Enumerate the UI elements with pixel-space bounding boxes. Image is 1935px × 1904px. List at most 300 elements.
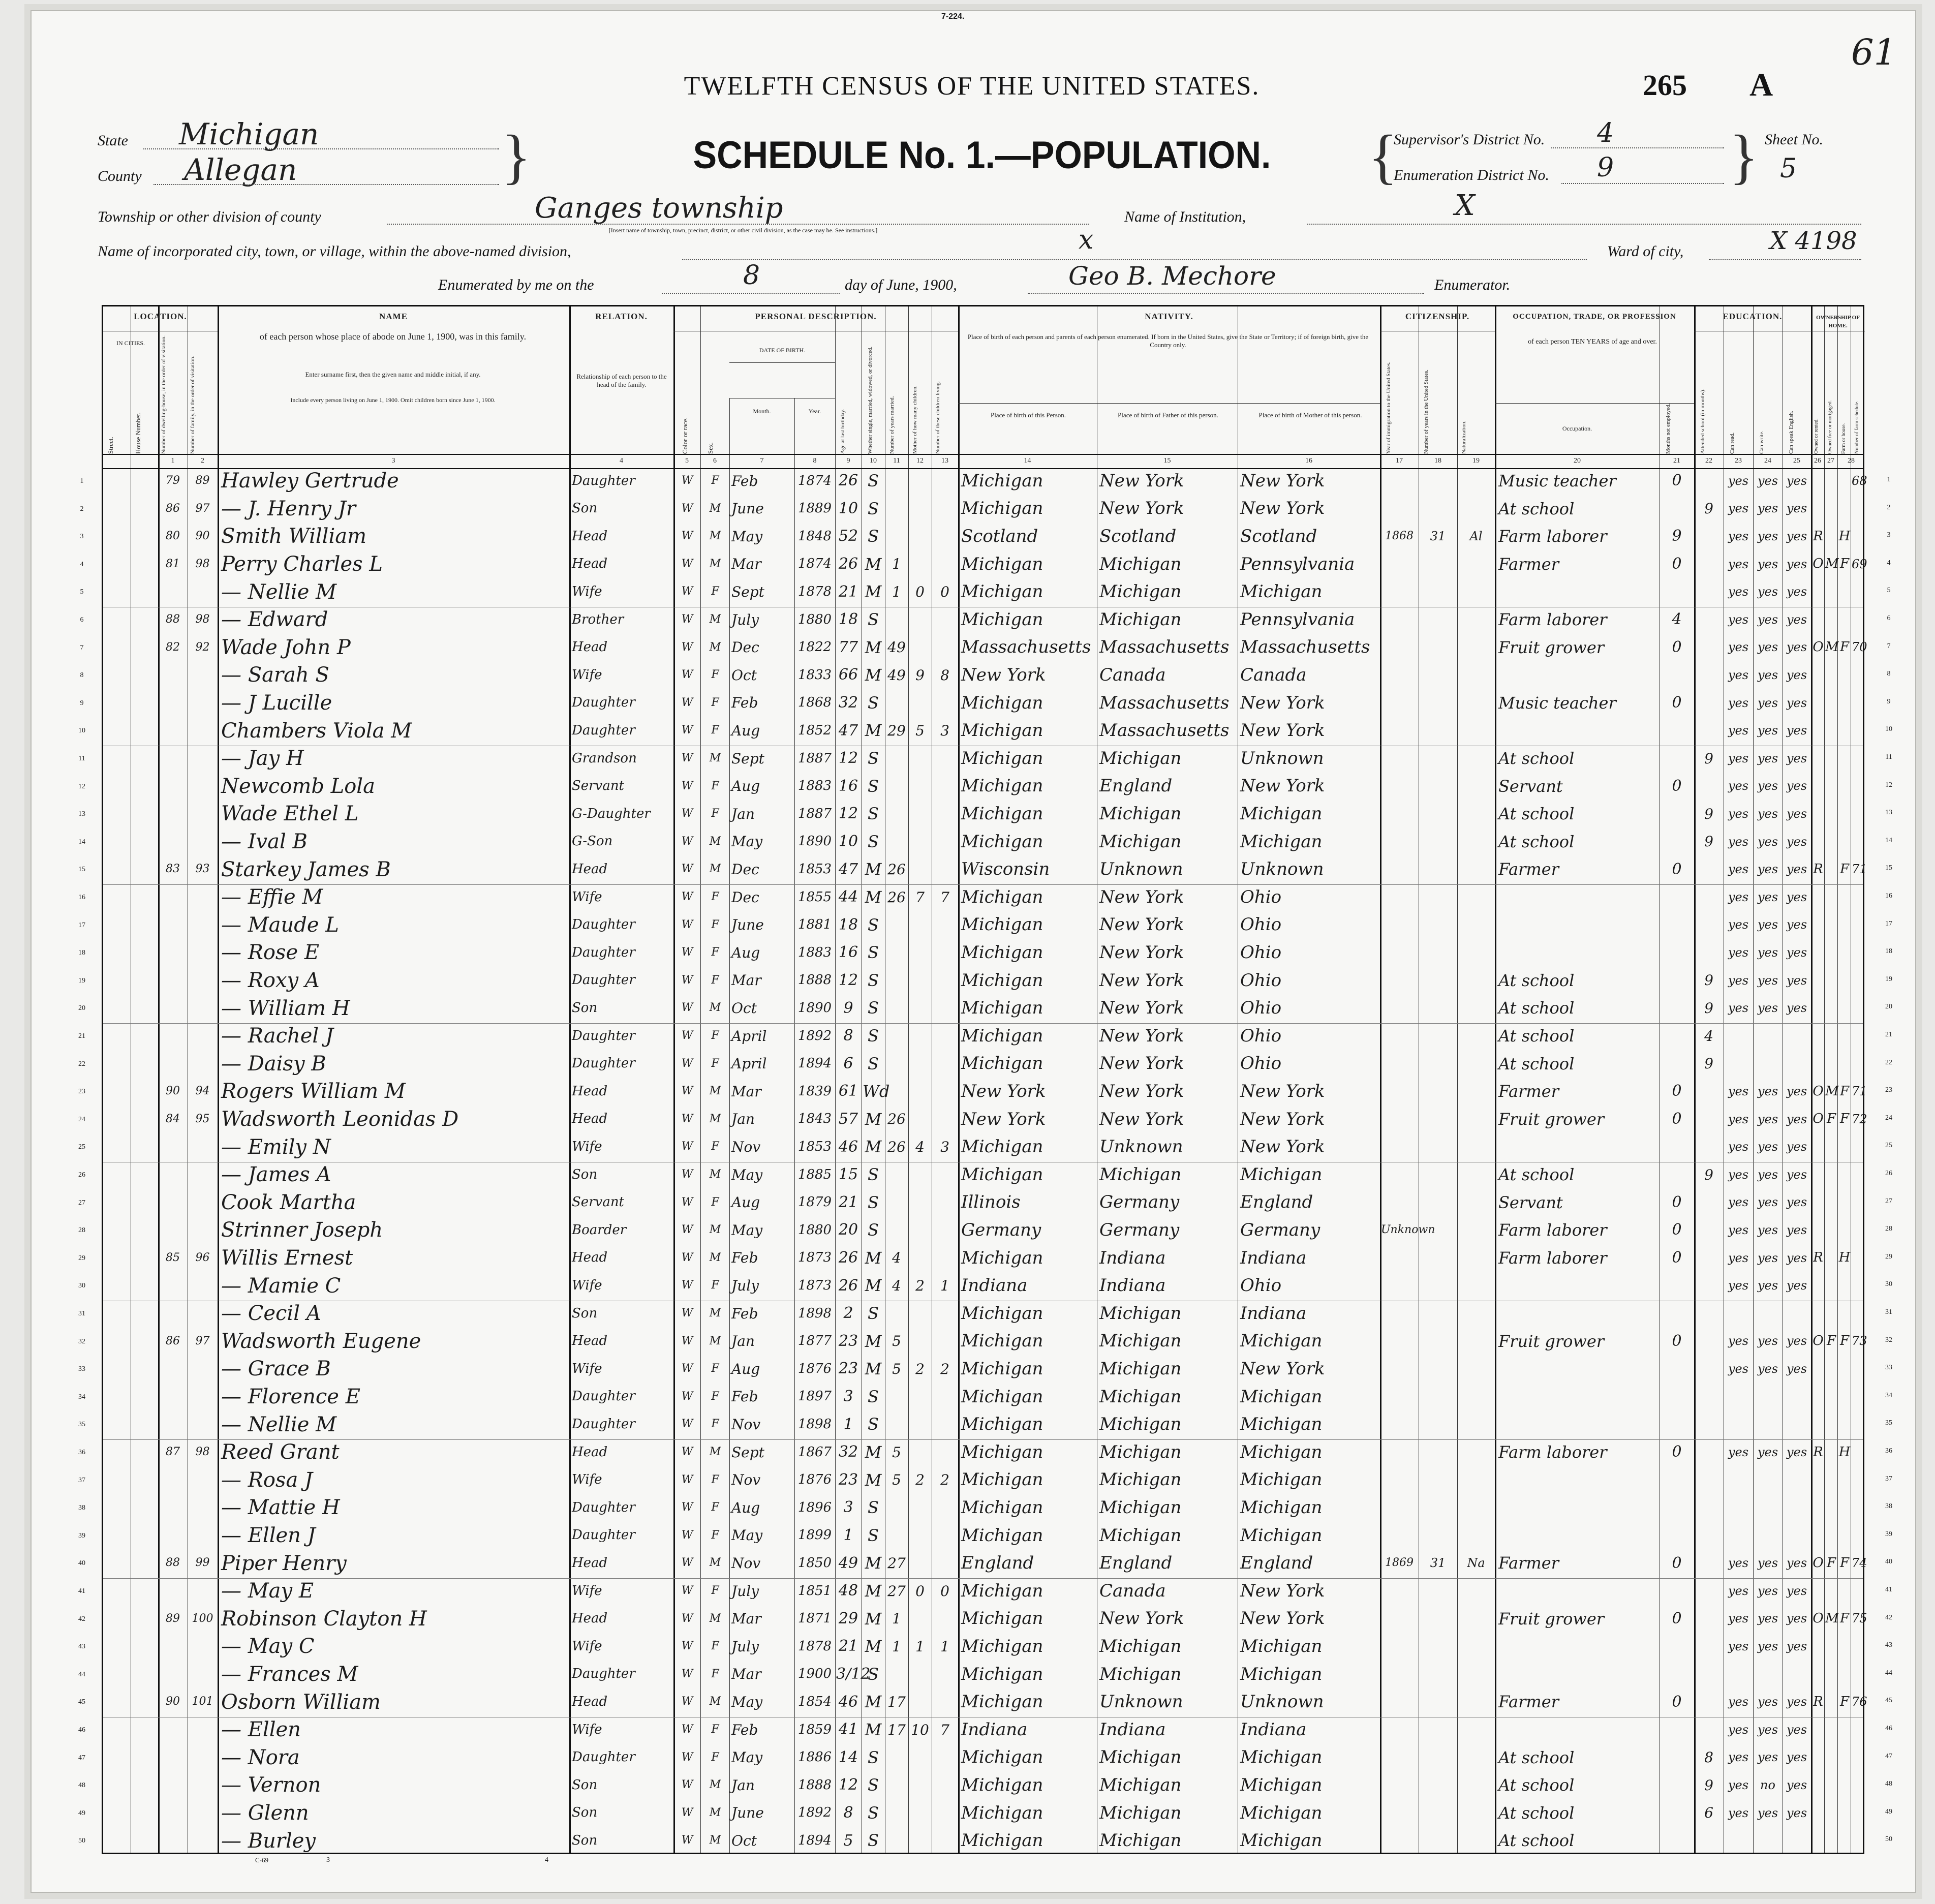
cell-en: yes	[1786, 751, 1807, 765]
cell-year: 1874	[797, 556, 832, 572]
cell-age: 47	[838, 721, 858, 740]
cell-cl: 3	[940, 1138, 949, 1155]
cell-en: yes	[1786, 779, 1807, 793]
supervisor-label: Supervisor's District No.	[1394, 131, 1545, 148]
cell-rel: Daughter	[572, 1499, 635, 1515]
cell-fh: F	[1839, 1333, 1850, 1349]
cell-occ: Fruit grower	[1498, 1109, 1605, 1129]
table-row	[78, 1107, 1867, 1134]
cell-fh: H	[1838, 528, 1851, 544]
cell-age: 47	[838, 860, 858, 878]
cell-month: May	[731, 528, 763, 545]
cell-dw: 88	[166, 613, 180, 626]
cell-cl: 2	[940, 1471, 949, 1489]
cell-fpob: New York	[1099, 1053, 1184, 1074]
cell-mpob: Unknown	[1240, 748, 1324, 769]
cell-own: R	[1813, 1250, 1823, 1266]
table-row	[78, 774, 1865, 802]
cell-rel: Wife	[572, 1278, 602, 1294]
hdr-free-mortgaged: Owned free or mortgaged.	[1827, 400, 1833, 454]
cell-fpob: Massachusetts	[1099, 720, 1230, 741]
cell-mpob: Michigan	[1240, 1497, 1323, 1518]
cell-sex: F	[711, 1390, 719, 1403]
hdr-farm-schedule: Number of farm schedule.	[1854, 401, 1860, 454]
cell-fam: 94	[195, 1085, 210, 1098]
column-number: 13	[941, 457, 948, 465]
cell-month: Aug	[731, 1360, 760, 1377]
cell-month: Nov	[731, 1471, 761, 1489]
cell-ym: 4	[892, 1277, 901, 1294]
cell-month: Aug	[731, 1194, 760, 1211]
cell-rd: yes	[1728, 1001, 1749, 1016]
cell-color: W	[681, 1195, 693, 1209]
cell-en: yes	[1786, 945, 1807, 960]
cell-year: 1850	[797, 1555, 832, 1571]
cell-month: June	[731, 500, 764, 517]
cell-color: W	[681, 1667, 693, 1680]
cell-name: Smith William	[221, 525, 367, 548]
hdr-occupation-desc: of each person TEN YEARS of age and over.	[1528, 338, 1657, 346]
cell-fpob: Unknown	[1099, 859, 1183, 880]
cell-ym: 5	[892, 1444, 901, 1461]
cell-age: 3	[843, 1498, 853, 1517]
cell-rd: yes	[1728, 889, 1749, 904]
cell-fpob: Michigan	[1099, 1775, 1182, 1796]
table-row	[80, 635, 1867, 663]
cell-color: W	[681, 1112, 693, 1125]
hdr-name: NAME	[379, 312, 408, 321]
cell-fpob: Germany	[1099, 1220, 1180, 1241]
cell-ym: 17	[887, 1721, 906, 1738]
hdr-nativity-desc: Place of birth of each person and parents of each person enumerated. If born in the United States, give the State or Territory; if of foreign birth, give the Country only.	[967, 333, 1369, 349]
cell-pob: Michigan	[961, 1025, 1043, 1046]
cell-sex: F	[711, 1584, 719, 1598]
cell-pob: Michigan	[961, 1469, 1043, 1490]
cell-color: W	[681, 1584, 693, 1598]
cell-color: W	[681, 863, 693, 876]
cell-en: yes	[1786, 473, 1807, 488]
cell-fpob: Indiana	[1099, 1275, 1166, 1296]
cell-color: W	[681, 1501, 693, 1514]
cell-wr: yes	[1757, 779, 1778, 793]
cell-color: W	[681, 807, 693, 820]
hdr-citizenship: CITIZENSHIP.	[1405, 312, 1470, 321]
cell-en: yes	[1786, 1195, 1807, 1210]
cell-wr: yes	[1757, 1223, 1778, 1238]
column-number: 23	[1735, 457, 1742, 465]
cell-yus: 31	[1430, 529, 1446, 544]
table-row	[78, 995, 1865, 1023]
cell-wr: yes	[1757, 862, 1778, 877]
cell-rd: yes	[1728, 779, 1749, 793]
cell-pob: Massachusetts	[961, 637, 1091, 658]
cell-age: 12	[838, 749, 858, 767]
footer-colnum-3: 3	[326, 1856, 330, 1864]
table-row	[78, 1495, 1865, 1523]
cell-wr: yes	[1757, 945, 1778, 960]
cell-mpob: Michigan	[1240, 1414, 1323, 1435]
cell-mpob: Massachusetts	[1240, 637, 1370, 658]
cell-month: Dec	[731, 888, 759, 906]
cell-rel: Son	[572, 1777, 598, 1793]
cell-month: Oct	[731, 999, 757, 1017]
row-number-right: 50	[1885, 1835, 1892, 1844]
cell-sex: M	[709, 1251, 721, 1264]
cell-mpob: England	[1240, 1192, 1313, 1213]
cell-year: 1887	[797, 806, 832, 821]
cell-wr: yes	[1757, 751, 1778, 765]
cell-en: yes	[1786, 807, 1807, 821]
census-table	[78, 305, 1867, 1854]
row-number-right: 21	[1885, 1031, 1892, 1038]
row-number: 31	[78, 1310, 85, 1317]
hdr-occupation-col: Occupation.	[1562, 425, 1592, 432]
cell-rd: yes	[1728, 917, 1749, 932]
cell-name: Strinner Joseph	[221, 1218, 383, 1242]
cell-fs: 74	[1852, 1556, 1867, 1571]
cell-rd: yes	[1728, 1334, 1749, 1348]
cell-ms: M	[865, 1553, 882, 1573]
cell-wr: yes	[1757, 807, 1778, 821]
cell-fpob: Massachusetts	[1099, 637, 1230, 658]
cell-ms: S	[868, 915, 879, 935]
cell-color: W	[681, 1334, 693, 1347]
cell-pob: Michigan	[961, 554, 1043, 574]
cell-age: 44	[838, 888, 858, 906]
cell-own: O	[1813, 639, 1824, 655]
table-row	[78, 1634, 1865, 1662]
cell-wr: yes	[1757, 1140, 1778, 1154]
footer-mark: C-69	[255, 1856, 268, 1864]
column-number: 6	[713, 457, 717, 465]
row-number-right: 44	[1885, 1669, 1892, 1677]
cell-fpob: New York	[1099, 970, 1184, 991]
cell-wr: yes	[1757, 834, 1778, 849]
row-number-right: 42	[1885, 1613, 1892, 1621]
cell-rd: yes	[1728, 473, 1749, 488]
cell-wr: yes	[1757, 1722, 1778, 1737]
cell-rel: Head	[572, 862, 608, 877]
cell-dw: 79	[166, 474, 180, 487]
cell-fam: 98	[195, 613, 210, 626]
cell-fpob: Canada	[1099, 1580, 1166, 1601]
table-row	[78, 1689, 1867, 1717]
cell-month: Nov	[731, 1416, 761, 1433]
cell-en: yes	[1786, 1334, 1807, 1348]
cell-wr: yes	[1757, 1195, 1778, 1210]
cell-fpob: Michigan	[1099, 581, 1182, 602]
cell-fs: 69	[1852, 557, 1867, 571]
hdr-education: EDUCATION.	[1723, 312, 1783, 321]
cell-wr: yes	[1757, 973, 1778, 988]
column-number: 18	[1434, 457, 1441, 465]
cell-ms: S	[868, 527, 879, 546]
cell-rel: Wife	[572, 1583, 602, 1599]
cell-year: 1877	[797, 1333, 832, 1349]
cell-ms: S	[868, 970, 879, 990]
cell-name: Piper Henry	[221, 1551, 347, 1575]
cell-color: W	[681, 1168, 693, 1181]
cell-year: 1839	[797, 1083, 832, 1099]
cell-month: May	[731, 1527, 763, 1544]
cell-fam: 99	[195, 1556, 210, 1570]
table-row	[78, 1245, 1865, 1273]
cell-mpob: Michigan	[1240, 1747, 1323, 1768]
cell-ms: S	[868, 1803, 879, 1823]
row-number: 14	[78, 838, 85, 846]
cell-pob: Michigan	[961, 581, 1043, 602]
table-row	[78, 1772, 1865, 1800]
row-number-right: 31	[1885, 1308, 1892, 1316]
cell-mpob: Michigan	[1240, 1802, 1323, 1823]
cell-fam: 97	[195, 1334, 210, 1347]
cell-rd: yes	[1728, 1250, 1749, 1265]
cell-wr: yes	[1757, 723, 1778, 738]
city-value: x	[1079, 225, 1094, 255]
cell-wr: yes	[1757, 1750, 1778, 1765]
cell-color: W	[681, 1279, 693, 1292]
row-number-right: 18	[1885, 947, 1892, 956]
cell-name: Willis Ernest	[221, 1246, 353, 1270]
cell-color: W	[681, 1085, 693, 1098]
cell-mpob: Unknown	[1240, 859, 1324, 880]
cell-name: — Rosa J	[221, 1468, 313, 1492]
row-number-right: 24	[1885, 1114, 1892, 1122]
cell-mc: 4	[915, 1138, 925, 1155]
hdr-marital: Whether single, married, widowed, or divorced.	[867, 346, 873, 454]
township-value: Ganges township	[535, 192, 783, 225]
cell-en: yes	[1786, 1167, 1807, 1182]
cell-fm: M	[1825, 556, 1839, 572]
cell-month: June	[731, 916, 764, 934]
cell-sex: F	[711, 1723, 719, 1736]
column-number: 20	[1574, 457, 1581, 465]
cell-en: yes	[1786, 1611, 1807, 1626]
cell-age: 2	[843, 1304, 853, 1323]
cell-name: — Nellie M	[221, 1412, 337, 1436]
cell-rel: Daughter	[572, 1666, 635, 1682]
hdr-can-read: Can read.	[1729, 432, 1735, 454]
column-number: 1	[171, 457, 175, 465]
cell-pob: Michigan	[961, 1525, 1043, 1546]
cell-color: W	[681, 918, 693, 931]
cell-rel: Daughter	[572, 723, 635, 739]
cell-rd: yes	[1728, 1778, 1749, 1793]
table-row	[78, 829, 1865, 857]
row-number-right: 45	[1885, 1697, 1892, 1705]
hdr-months-not-employed: Months not employed.	[1665, 403, 1671, 454]
cell-own: O	[1813, 1111, 1824, 1127]
cell-sex: F	[711, 1640, 719, 1653]
cell-name: — Effie M	[221, 885, 323, 909]
table-row	[78, 746, 1865, 774]
cell-occ: Servant	[1498, 776, 1563, 796]
cell-age: 1	[843, 1415, 853, 1433]
cell-ms: M	[865, 1609, 882, 1629]
cell-occ: At school	[1498, 804, 1575, 824]
cell-wr: yes	[1757, 889, 1778, 904]
cell-sex: M	[709, 1806, 721, 1819]
cell-name: Newcomb Lola	[221, 774, 375, 798]
row-number: 25	[78, 1143, 85, 1151]
table-row	[78, 1217, 1865, 1245]
enumeration-value: 9	[1597, 152, 1614, 183]
row-number: 13	[78, 810, 85, 818]
cell-sex: M	[709, 613, 721, 626]
cell-mpob: Ohio	[1240, 1275, 1282, 1296]
cell-year: 1822	[797, 639, 832, 655]
cell-sex: F	[711, 1140, 719, 1153]
cell-mne: 0	[1672, 777, 1682, 795]
cell-wr: yes	[1757, 473, 1778, 488]
cell-dw: 88	[166, 1556, 180, 1570]
cell-rel: Son	[572, 1805, 598, 1821]
township-note: [Insert name of township, town, precinct, district, or other civil division, as the case may be. See instructions.]	[608, 227, 878, 234]
cell-rd: yes	[1728, 1722, 1749, 1737]
cell-fpob: Michigan	[1099, 1636, 1182, 1657]
cell-year: 1892	[797, 1805, 832, 1821]
cell-fpob: Indiana	[1099, 1719, 1166, 1740]
cell-fpob: Massachusetts	[1099, 692, 1230, 713]
census-sheet: 7-224. TWELFTH CENSUS OF THE UNITED STATES. SCHEDULE No. 1.—POPULATION. 265 A 61 State Michigan County Allegan } { Supervisor's District No. 4 Enumeration District No. 9 } Sheet No. 5 Township or other division of county Ganges township [Insert name of township, town, precinct, district, or other civil division, as the case may be. See instructions.] Name of Institution, X Name of incorporated city, town, or village, within the above-named division, x Ward of city, X 4198 Enumerated by me on the 8 day of June, 1900, Geo B. Mechore Enumerator. LOCATION. IN CITIES. NAME of each person whose place of abode on June 1, 1900, was in this family. Enter surname first, then the given name and middle initial, if any. Include every person living on June 1, 1900. Omit children born since June 1, 1900. RELATION. Relationship of each person to the head of the family. PERSONAL DESCRIPTION. DATE OF BIRTH. Month. Year. NATIVITY. Place of birth of each person and parents of each person enumerated. If born in the United States, give the State or Territory; if of foreign birth, give the Country only. Place of birth of this Person. Place of birth of Father of this person. Place of birth of Mother of this person. CITIZENSHIP. OCCUPATION, TRADE, OR PROFESSION of each person TEN YEARS of age and over. Occupation. EDUCATION. OWNERSHIP OF HOME. Street. House Number. Number of dwelling-house, in the order of visitation. Number of family, in the order of visitation. Color or race. Sex. Age at last birthday. Whether single, married, widowed, or divorced. Number of years married. Mother of how many children. Number of these children living. Year of immigration to the United States. Number of years in the United States. Naturalization. Months not employed. Attended school (in months). Can read. Can write. Can speak English. Owned or rented. Owned free or mortgaged. Farm or house. Number of farm schedule. 1 2 3 4 5 6 7 8 9 10 11 12 13 14 15 16 17 18 19 20 21 22 23 24 25 26 27 28 1 79 89 Hawley Gertrude Daughter W F Feb 1874 26 S Michigan New York New York Music teacher 0 yes yes yes 68 2 86 97 — J. Henry Jr Son W M June 1889 10 S Michigan New York New York At school 9 yes yes yes 3 80 90 Smith William Head W M May 1848 52 S Scotland Scotland Scotland 1868 31 Al Farm laborer 9 yes yes yes R H 4 81 98 Perry Charles L Head W M Mar 1874 26 M 1 Michigan Michigan Pennsylvania Farmer 0 yes yes yes O M F 69 5 — Nellie M Wife W F Sept 1878 21 M 1 0 0 Michigan Michigan Michigan yes yes yes 6 88 98 — Edward Brother W M July 1880 18 S Michigan Michigan Pennsylvania Farm laborer 4 yes yes yes 7 82 92 Wade John P Head W M Dec 1822 77 M 49 Massachusetts Massachusetts Massachusetts Fruit grower 0 yes yes yes O M F 70 8 — Sarah S Wife W F Oct 1833 66 M 49 9 8 New York Canada Canada yes yes yes 9 — J Lucille Daughter W F Feb 1868 32 S Michigan Massachusetts New York Music teacher 0 yes yes yes 10 Chambers Viola M Daughter W F Aug 1852 47 M 29 5 3 Michigan Massachusetts New York yes yes yes 11 — Jay H Grandson W M Sept 1887 12 S Michigan Michigan Unknown At school 9 yes yes yes 12 Newcomb Lola Servant W F Aug 1883 16 S Michigan England New York Servant 0 yes yes yes 13 Wade Ethel L G-Daughter W F Jan 1887 12 S Michigan Michigan Michigan At school 9 yes yes yes 14 — Ival B G-Son W M May 1890 10 S Michigan Michigan Michigan At school 9 yes yes yes 15 83 93 Starkey James B Head W M Dec 1853 47 M 26 Wisconsin Unknown Unknown Farmer 0 yes yes yes R F 71 16 — Effie M Wife W F Dec 1855 44 M 26 7 7 Michigan New York Ohio yes yes yes 17 — Maude L Daughter W F June 1881 18 S Michigan New York Ohio yes yes yes 18 — Rose E Daughter W F Aug 1883 16 S Michigan New York Ohio yes yes yes 19 — Roxy A Daughter W F Mar 1888 12 S Michigan New York Ohio At school 9 yes yes yes 20 — William H Son W M Oct 1890 9 S Michigan New York Ohio At school 9 yes yes yes 21 — Rachel J Daughter W F April 1892 8 S Michigan New York Ohio At school 4 22 — Daisy B Daughter W F April 1894 6 S Michigan New York Ohio At school 9 23 90 94 Rogers William M Head W M Mar 1839 61 Wd New York New York New York Farmer 0 yes yes yes O M F 71 24 84 95 Wadsworth Leonidas D Head W M Jan 1843 57 M 26 New York New York New York Fruit grower 0 yes yes yes O F F 72 25 — Emily N Wife W F Nov 1853 46 M 26 4 3 Michigan Unknown New York yes yes yes 26 — James A Son W M May 1885 15 S Michigan Michigan Michigan At school 9 yes yes yes 27 Cook Martha Servant W F Aug 1879 21 S Illinois Germany England Servant 0 yes yes yes 28 Strinner Joseph Boarder W M May 1880 20 S Germany Germany Germany Unknown Farm laborer 0 yes yes yes 29 85 96 Willis Ernest Head W M Feb 1873 26 M 4 Michigan Indiana Indiana Farm laborer 0 yes yes yes R H 30 — Mamie C Wife W F July 1873 26 M 4 2 1 Indiana Indiana Ohio yes yes yes 31 — Cecil A Son W M Feb 1898 2 S Michigan Michigan Indiana 32 86 97 Wadsworth Eugene Head W M Jan 1877 23 M 5 Michigan Michigan Michigan Fruit grower 0 yes yes yes O F F 73 33 — Grace B Wife W F Aug 1876 23 M 5 2 2 Michigan Michigan New York yes yes yes 34 — Florence E Daughter W F Feb 1897 3 S Michigan Michigan Michigan 35 — Nellie M Daughter W F Nov 1898 1 S Michigan Michigan Michigan 36 87 98 Reed Grant Head W M Sept 1867 32 M 5 Michigan Michigan Michigan Farm laborer 0 yes yes yes R H 37 — Rosa J Wife W F Nov 1876 23 M 5 2 2 Michigan Michigan Michigan 38 — Mattie H Daughter W F Aug 1896 3 S Michigan Michigan Michigan 39 — Ellen J Daughter W F May 1899 1 S Michigan Michigan Michigan 40 88 99 Piper Henry Head W M Nov 1850 49 M 27 England England England 1869 31 Na Farmer 0 yes yes yes O F F 74 41 — May E Wife W F July 1851 48 M 27 0 0 Michigan Canada New York yes yes yes 42 89 100 Robinson Clayton H Head W M Mar 1871 29 M 1 Michigan New York New York Fruit grower 0 yes yes yes O M F 75 43 — May C Wife W F July 1878 21 M 1 1 1 Michigan Michigan Michigan yes yes yes 44 — Frances M Daughter W F Mar 1900 3/12 S Michigan Michigan Michigan 45 90 101 Osborn William Head W M May 1854 46 M 17 Michigan Unknown Unknown Farmer 0 yes yes yes R F 76 46 — Ellen Wife W F Feb 1859 41 M 17 10 7 Indiana Indiana Indiana yes yes yes 47 — Nora Daughter W F May 1886 14 S Michigan Michigan Michigan At school 8 yes yes yes 48 — Vernon Son W M Jan 1888 12 S Michigan Michigan Michigan At school 9 yes no yes 49 — Glenn Son W M June 1892 8 S Michigan Michigan Michigan At school 6 yes yes yes 50 — Burley Son W M Oct 1894 5 S Michigan Michigan Michigan At school 1 2 3 4 5 6 7 8 9 10 11 12 13 14 15 16 17 18 19 20 21 22 23 24 25 26 27 28 29 30 31 32 33 34 35 36 37 38 39 40 41 42 43 44 45 46 47 48 49 50 C-69 3 4	[30, 10, 1916, 1893]
cell-fpob: Michigan	[1099, 1747, 1182, 1768]
cell-pob: Michigan	[961, 1692, 1043, 1712]
row-number-right: 8	[1887, 670, 1891, 678]
cell-color: W	[681, 973, 693, 987]
cell-sex: F	[711, 474, 719, 487]
cell-month: Feb	[731, 1388, 758, 1405]
cell-month: Sept	[731, 583, 764, 600]
cell-en: yes	[1786, 612, 1807, 627]
cell-rel: Son	[572, 1833, 598, 1849]
cell-occ: Farm laborer	[1498, 1220, 1607, 1240]
cell-age: 20	[838, 1221, 858, 1239]
cell-occ: Farm laborer	[1498, 527, 1607, 546]
cell-pob: Michigan	[961, 692, 1043, 713]
cell-rel: Daughter	[572, 944, 635, 960]
cell-mne: 0	[1672, 694, 1682, 712]
row-number: 9	[80, 699, 84, 707]
cell-age: 32	[838, 694, 858, 712]
cell-mc: 2	[915, 1360, 925, 1377]
cell-name: — Cecil A	[221, 1302, 321, 1326]
cell-cl: 7	[940, 888, 949, 906]
enumerated-prefix: Enumerated by me on the	[438, 277, 594, 293]
cell-fh: F	[1839, 1111, 1850, 1127]
cell-age: 61	[838, 1082, 858, 1100]
cell-mpob: Pennsylvania	[1240, 609, 1355, 630]
cell-mne: 0	[1672, 1221, 1682, 1239]
cell-pob: Michigan	[961, 498, 1043, 519]
city-label: Name of incorporated city, town, or village, within the above-named division,	[98, 243, 571, 260]
cell-nat: Na	[1467, 1556, 1485, 1571]
cell-ms: S	[868, 1831, 879, 1851]
cell-dw: 86	[166, 502, 180, 515]
cell-rel: Wife	[572, 1722, 602, 1737]
cell-rd: yes	[1728, 1223, 1749, 1238]
township-label: Township or other division of county	[98, 208, 321, 225]
cell-month: Mar	[731, 556, 761, 573]
cell-pob: Michigan	[961, 776, 1043, 796]
cell-mpob: Ohio	[1240, 942, 1282, 963]
cell-color: W	[681, 724, 693, 737]
row-number: 28	[78, 1226, 85, 1235]
cell-rel: Daughter	[572, 1527, 635, 1543]
cell-color: W	[681, 585, 693, 598]
cell-color: W	[681, 640, 693, 654]
cell-name: — Rachel J	[221, 1024, 333, 1048]
cell-age: 10	[838, 833, 858, 851]
cell-sex: F	[711, 1362, 719, 1375]
cell-mc: 10	[911, 1721, 929, 1738]
hdr-location: LOCATION.	[134, 312, 187, 321]
column-number: 24	[1764, 457, 1771, 465]
cell-age: 5	[843, 1831, 853, 1850]
cell-age: 26	[838, 1249, 858, 1267]
cell-age: 52	[838, 527, 858, 545]
cell-mpob: New York	[1240, 692, 1325, 713]
cell-pob: Michigan	[961, 1414, 1043, 1435]
cell-fam: 97	[195, 502, 210, 515]
cell-sch: 9	[1704, 750, 1713, 767]
cell-month: May	[731, 1221, 763, 1239]
row-number-right: 38	[1885, 1502, 1892, 1511]
table-row	[78, 1301, 1865, 1329]
row-number-right: 14	[1885, 836, 1892, 844]
cell-ms: M	[865, 1470, 882, 1490]
cell-dw: 87	[166, 1446, 180, 1459]
cell-mpob: Michigan	[1240, 1441, 1323, 1462]
cell-mpob: New York	[1240, 1359, 1325, 1379]
cell-month: May	[731, 833, 763, 850]
cell-wr: yes	[1757, 917, 1778, 932]
table-row	[78, 1411, 1865, 1439]
cell-color: W	[681, 1001, 693, 1015]
ward-value: X 4198	[1770, 227, 1857, 255]
cell-mpob: Michigan	[1240, 804, 1323, 824]
cell-sex: F	[711, 973, 719, 987]
table-row	[78, 1190, 1865, 1218]
cell-month: Mar	[731, 972, 761, 989]
cell-fpob: New York	[1099, 886, 1184, 907]
cell-rel: Wife	[572, 1361, 602, 1376]
row-number-right: 11	[1885, 753, 1892, 761]
cell-fs: 68	[1852, 473, 1867, 488]
cell-ms: M	[865, 859, 882, 879]
cell-ms: M	[865, 1720, 882, 1740]
cell-fpob: Michigan	[1099, 1414, 1182, 1435]
cell-mpob: Ohio	[1240, 998, 1282, 1019]
cell-wr: no	[1760, 1778, 1775, 1793]
cell-mc: 5	[915, 722, 925, 739]
cell-ms: S	[868, 1775, 879, 1795]
cell-year: 1878	[797, 1638, 832, 1654]
hdr-nativity: NATIVITY.	[1145, 312, 1193, 321]
cell-year: 1896	[797, 1499, 832, 1515]
cell-age: 3	[843, 1388, 853, 1406]
cell-pob: Indiana	[961, 1719, 1028, 1740]
cell-rd: yes	[1728, 1084, 1749, 1099]
cell-cl: 1	[940, 1638, 949, 1655]
cell-name: Osborn William	[221, 1690, 381, 1714]
cell-month: July	[731, 1582, 759, 1600]
table-row	[80, 662, 1865, 690]
state-value: Michigan	[179, 117, 319, 151]
cell-mpob: New York	[1240, 720, 1325, 741]
cell-en: yes	[1786, 1278, 1807, 1293]
cell-mpob: Michigan	[1240, 1469, 1323, 1490]
cell-ym: 5	[892, 1333, 901, 1350]
